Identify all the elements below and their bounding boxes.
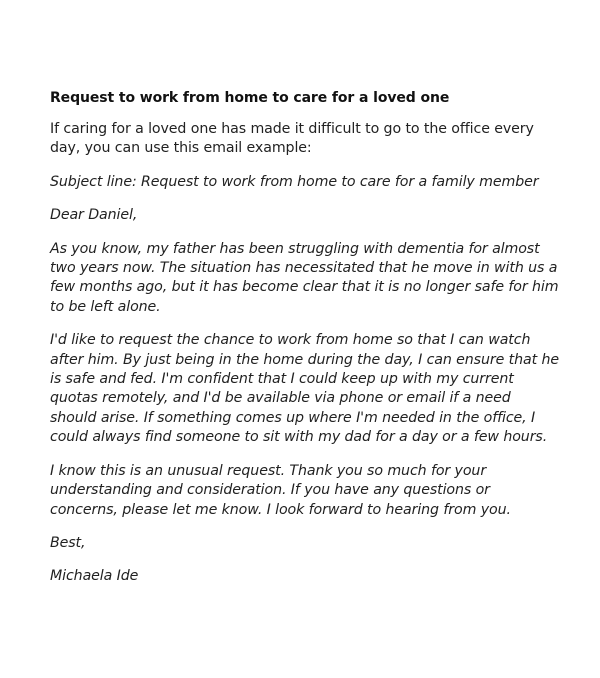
document-heading: Request to work from home to care for a loved one: [50, 90, 450, 106]
document-body: [50, 88, 560, 601]
body-paragraph-2: I'd like to request the chance to work from home so that I can watch after him. By just being in the home during the day, I can ensure that he is safe and fed. I'm confident that I could keep up with my current quotas remotely, and I'd be available via phone or email if a need should arise. If something comes up where I'm needed in the office, I could always find someone to sit with my dad for a day or a few hours.: [50, 332, 559, 446]
greeting: Dear Daniel,: [50, 207, 138, 224]
body-paragraph-3: I know this is an unusual request. Thank you so much for your understanding and consideration. If you have any questions or concerns, please let me know. I look forward to hearing from you.: [50, 462, 511, 518]
body-paragraph-1: As you know, my father has been struggling with dementia for almost two years now. The situation has necessitated that he move in with us a few months ago, but it has become clear that it is no longer safe for him to be left alone.: [50, 240, 559, 315]
subject-line: Subject line: Request to work from home to care for a family member: [50, 173, 539, 190]
intro-paragraph: If caring for a loved one has made it difficult to go to the office every day, you can use this email example:: [50, 121, 534, 157]
signature: Michaela Ide: [50, 568, 139, 585]
closing: Best,: [50, 534, 86, 551]
